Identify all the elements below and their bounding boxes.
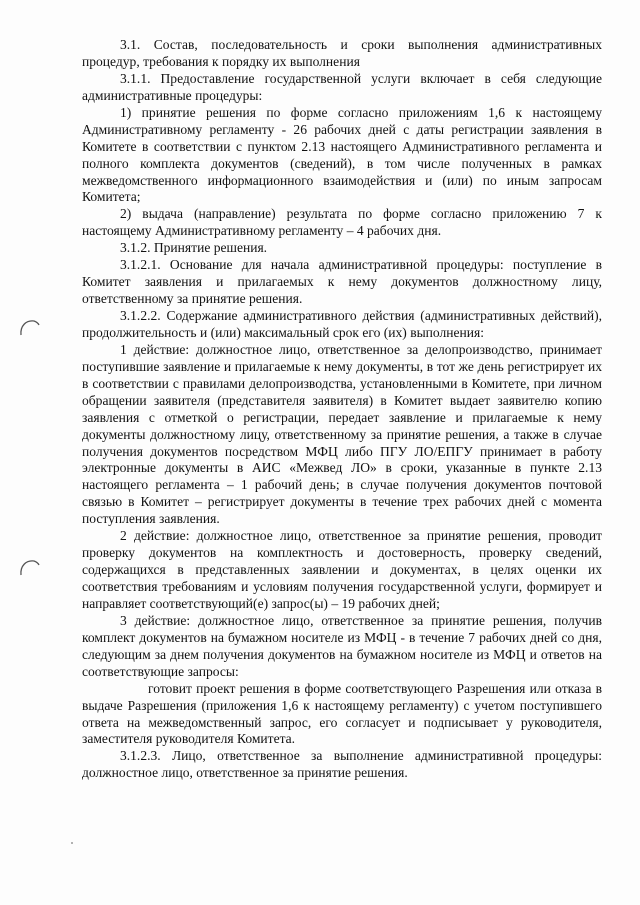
paragraph-3-1-2-3: 3.1.2.3. Лицо, ответственное за выполнение административной процедуры: должностное лицо, ответственное за принятие решения. bbox=[82, 748, 602, 781]
action-3-paragraph: 3 действие: должностное лицо, ответственное за принятие решения, получив комплект документов на бумажном носителе из МФЦ - в течение 7 рабочих дней со дня, следующим за днем получения документов на бумажном носителе из МФЦ и ответов на соответствующие запросы: bbox=[82, 612, 602, 679]
section-heading-3-1: 3.1. Состав, последовательность и сроки выполнения административных процедур, требования к порядку их выполнения bbox=[82, 37, 602, 69]
hole-punch-mark-lower bbox=[18, 557, 40, 579]
scan-speck bbox=[71, 842, 73, 844]
document-body bbox=[82, 37, 602, 782]
paragraph-3-1-1: 3.1.1. Предоставление государственной услуги включает в себя следующие административные процедуры: bbox=[82, 70, 602, 103]
paragraph-3-1-2: 3.1.2. Принятие решения. bbox=[120, 240, 268, 256]
hole-punch-arc-icon bbox=[18, 557, 40, 579]
action-2-paragraph: 2 действие: должностное лицо, ответственное за принятие решения, проводит проверку документов на комплектность и достоверность, проверку сведений, содержащихся в представленных заявлении и документах, в целях оценки их соответствия требованиям и условиям получения государственной услуги, формирует и направляет соответствующий(е) запрос(ы) – 19 рабочих дней; bbox=[82, 528, 602, 611]
list-item-1: 1) принятие решения по форме согласно приложениям 1,6 к настоящему Административному регламенту - 26 рабочих дней с даты регистрации заявления в Комитете в соответствии с пунктом 2.13 настоящего Административного регламента и полного комплекта документов (сведений), в том числе полученных в рамках межведомственного информационного взаимодействия и (или) по иным запросам Комитета; bbox=[82, 104, 602, 205]
action-3-continuation: готовит проект решения в форме соответствующего Разрешения или отказа в выдаче Разрешения (приложения 1,6 к настоящему регламенту) с учетом поступившего ответа на межведомственный запрос, его согласует и подписывает у руководителя, заместителя руководителя Комитета. bbox=[82, 680, 602, 747]
paragraph-3-1-2-2: 3.1.2.2. Содержание административного действия (административных действий), продолжительность и (или) максимальный срок его (их) выполнения: bbox=[82, 308, 602, 340]
hole-punch-mark-upper bbox=[18, 317, 40, 339]
paragraph-3-1-2-1: 3.1.2.1. Основание для начала административной процедуры: поступление в Комитет заявления и прилагаемых к нему документов должностному лицу, ответственному за принятие решения. bbox=[82, 257, 602, 307]
list-item-2: 2) выдача (направление) результата по форме согласно приложению 7 к настоящему Административному регламенту – 4 рабочих дня. bbox=[82, 206, 602, 239]
action-1-paragraph: 1 действие: должностное лицо, ответственное за делопроизводство, принимает поступившие заявление и прилагаемые к нему документы, в тот же день регистрирует их в соответствии с правилами делопроизводства, установленными в Комитете, при личном обращении заявителя (представителя заявителя) в Комитет выдает заявителю копию заявления с отметкой о регистрации, передает заявление и прилагаемые к нему документы должностному лицу, ответственному за принятие решения, а также в случае получения документов посредством МФЦ либо ПГУ ЛО/ЕПГУ принимает в работу электронные документы в АИС «Межвед ЛО» в сроки, указанные в пункте 2.13 настоящего регламента – 1 рабочий день; в случае получения документов почтовой связью в Комитет – регистрирует документы в течение трех рабочих дней с момента поступления заявления. bbox=[82, 341, 602, 527]
hole-punch-arc-icon bbox=[18, 317, 40, 339]
